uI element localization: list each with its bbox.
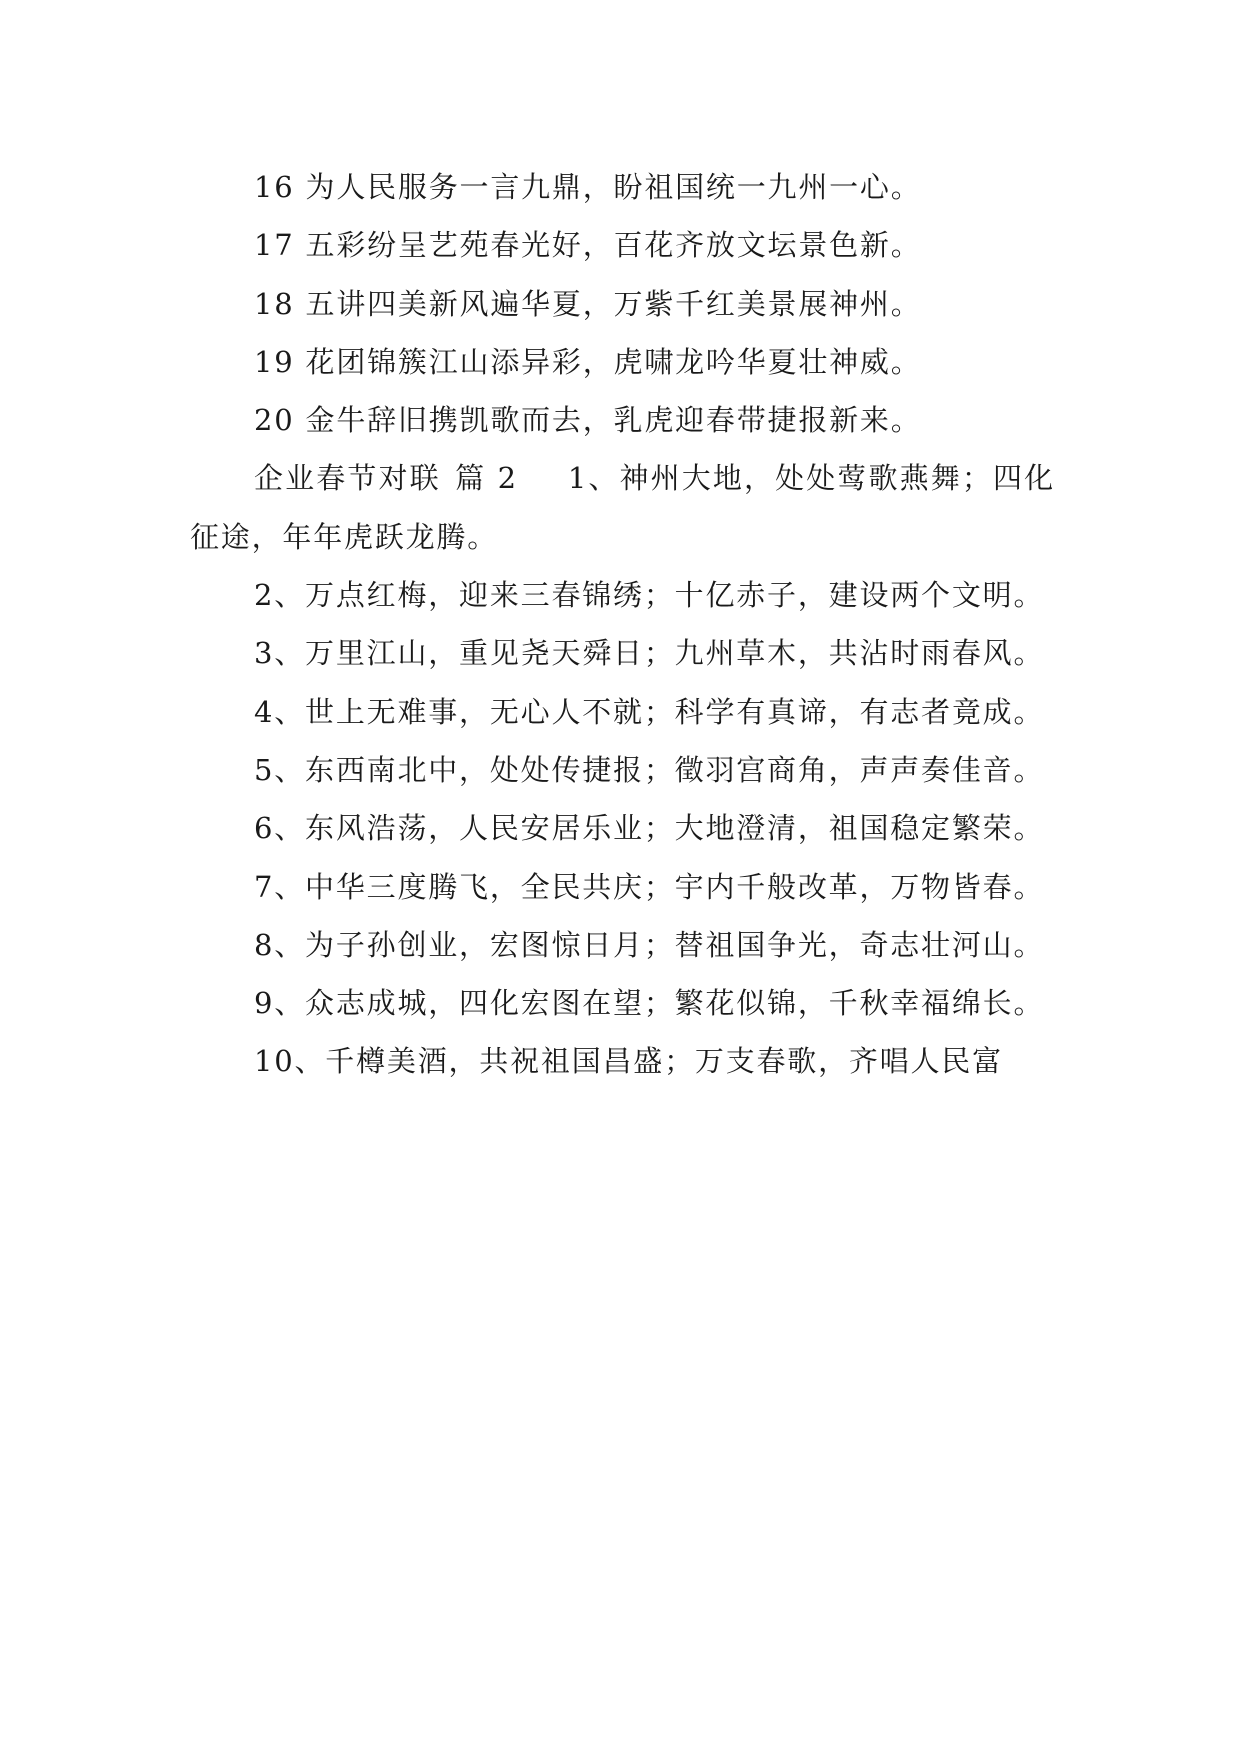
couplet-item: 10、千樽美酒，共祝祖国昌盛；万支春歌，齐唱人民富 [254,1044,1003,1079]
couplet-line: 16 为人民服务一言九鼎，盼祖国统一九州一心。 [254,170,922,204]
section-header-paragraph [190,449,1055,566]
couplet-item: 8、为子孙创业，宏图惊日月；替祖国争光，奇志壮河山。 [254,927,1045,962]
couplet-item: 6、东风浩荡，人民安居乐业；大地澄清，祖国稳定繁荣。 [254,811,1045,846]
couplet-item: 1、神州大地，处处莺歌燕舞；四化征途，年年虎跃龙腾。 [190,461,1055,554]
couplet-item: 9、众志成城，四化宏图在望；繁花似锦，千秋幸福绵长。 [254,986,1045,1021]
couplet-line: 17 五彩纷呈艺苑春光好，百花齐放文坛景色新。 [254,228,922,263]
couplet-item: 5、东西南北中，处处传捷报；徵羽宫商角，声声奏佳音。 [254,752,1045,787]
section-label: 篇 2 [454,461,518,496]
couplet-item: 3、万里江山，重见尧天舜日；九州草木，共沾时雨春风。 [254,636,1045,671]
section-title: 企业春节对联 [254,461,441,496]
couplet-item: 2、万点红梅，迎来三春锦绣；十亿赤子，建设两个文明。 [254,578,1045,613]
couplet-item: 4、世上无难事，无心人不就；科学有真谛，有志者竟成。 [254,694,1045,729]
couplet-line: 18 五讲四美新风遍华夏，万紫千红美景展神州。 [254,286,922,321]
couplet-item: 7、中华三度腾飞，全民共庆；宇内千般改革，万物皆春。 [254,869,1045,904]
couplet-line: 19 花团锦簇江山添异彩，虎啸龙吟华夏壮神威。 [254,344,922,379]
document-body [190,158,1055,1091]
couplet-line: 20 金牛辞旧携凯歌而去，乳虎迎春带捷报新来。 [254,403,922,438]
